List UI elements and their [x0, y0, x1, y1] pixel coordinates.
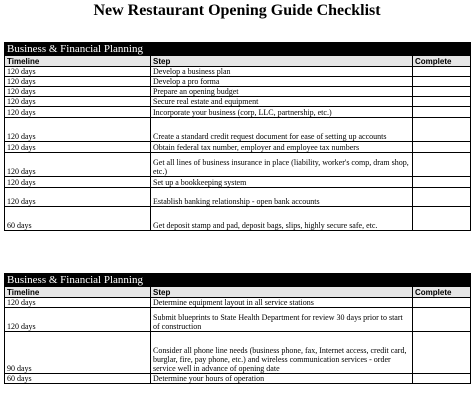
- step-cell: Determine equipment layout in all service stations: [151, 298, 413, 308]
- step-cell: Incorporate your business (corp, LLC, partnership, etc.): [151, 107, 413, 118]
- step-cell: Prepare an opening budget: [151, 87, 413, 97]
- table-row: [5, 308, 471, 332]
- complete-cell[interactable]: [413, 153, 471, 177]
- step-cell: Obtain federal tax number, employer and employee tax numbers: [151, 142, 413, 153]
- timeline-cell: 120 days: [5, 298, 151, 308]
- timeline-cell: 60 days: [5, 207, 151, 231]
- table-row: [5, 77, 471, 87]
- timeline-cell: 90 days: [5, 332, 151, 374]
- timeline-cell: 120 days: [5, 67, 151, 77]
- complete-cell[interactable]: [413, 188, 471, 207]
- complete-cell[interactable]: [413, 308, 471, 332]
- complete-cell[interactable]: [413, 118, 471, 142]
- table-row: [5, 97, 471, 107]
- complete-cell[interactable]: [413, 77, 471, 87]
- timeline-cell: 120 days: [5, 177, 151, 188]
- complete-cell[interactable]: [413, 107, 471, 118]
- timeline-cell: 120 days: [5, 77, 151, 87]
- timeline-cell: 120 days: [5, 87, 151, 97]
- step-cell: Secure real estate and equipment: [151, 97, 413, 107]
- complete-cell[interactable]: [413, 298, 471, 308]
- table-row: [5, 153, 471, 177]
- table-row: [5, 87, 471, 97]
- column-header-complete: Complete: [413, 56, 471, 67]
- timeline-cell: 120 days: [5, 142, 151, 153]
- table-row: [5, 177, 471, 188]
- section-heading: Business & Financial Planning: [5, 43, 471, 56]
- table-row: [5, 107, 471, 118]
- complete-cell[interactable]: [413, 67, 471, 77]
- step-cell: Consider all phone line needs (business phone, fax, Internet access, credit card, burglar, fire, pay phone, etc.) and wireless communication services - order service well in advance of opening date: [151, 332, 413, 374]
- column-header-complete: Complete: [413, 287, 471, 298]
- step-cell: Set up a bookkeeping system: [151, 177, 413, 188]
- column-header-timeline: Timeline: [5, 56, 151, 67]
- table-row: [5, 332, 471, 374]
- table-row: [5, 142, 471, 153]
- timeline-cell: 120 days: [5, 308, 151, 332]
- complete-cell[interactable]: [413, 97, 471, 107]
- step-cell: Determine your hours of operation: [151, 374, 413, 384]
- section-heading: Business & Financial Planning: [5, 274, 471, 287]
- step-cell: Get deposit stamp and pad, deposit bags, slips, highly secure safe, etc.: [151, 207, 413, 231]
- timeline-cell: 120 days: [5, 118, 151, 142]
- page-title: New Restaurant Opening Guide Checklist: [93, 2, 381, 19]
- step-cell: Submit blueprints to State Health Department for review 30 days prior to start of construction: [151, 308, 413, 332]
- timeline-cell: 60 days: [5, 374, 151, 384]
- complete-cell[interactable]: [413, 87, 471, 97]
- table-row: [5, 298, 471, 308]
- table-row: [5, 67, 471, 77]
- table-row: [5, 374, 471, 384]
- step-cell: Develop a business plan: [151, 67, 413, 77]
- checklist-section-2: [4, 273, 471, 384]
- step-cell: Create a standard credit request document for ease of setting up accounts: [151, 118, 413, 142]
- step-cell: Establish banking relationship - open bank accounts: [151, 188, 413, 207]
- table-row: [5, 188, 471, 207]
- step-cell: Get all lines of business insurance in place (liability, worker's comp, dram shop, etc.): [151, 153, 413, 177]
- complete-cell[interactable]: [413, 332, 471, 374]
- column-header-step: Step: [151, 287, 413, 298]
- timeline-cell: 120 days: [5, 107, 151, 118]
- checklist-section-1: [4, 42, 471, 231]
- complete-cell[interactable]: [413, 374, 471, 384]
- complete-cell[interactable]: [413, 142, 471, 153]
- timeline-cell: 120 days: [5, 97, 151, 107]
- step-cell: Develop a pro forma: [151, 77, 413, 87]
- table-row: [5, 207, 471, 231]
- column-header-timeline: Timeline: [5, 287, 151, 298]
- column-header-step: Step: [151, 56, 413, 67]
- complete-cell[interactable]: [413, 207, 471, 231]
- timeline-cell: 120 days: [5, 153, 151, 177]
- complete-cell[interactable]: [413, 177, 471, 188]
- table-row: [5, 118, 471, 142]
- timeline-cell: 120 days: [5, 188, 151, 207]
